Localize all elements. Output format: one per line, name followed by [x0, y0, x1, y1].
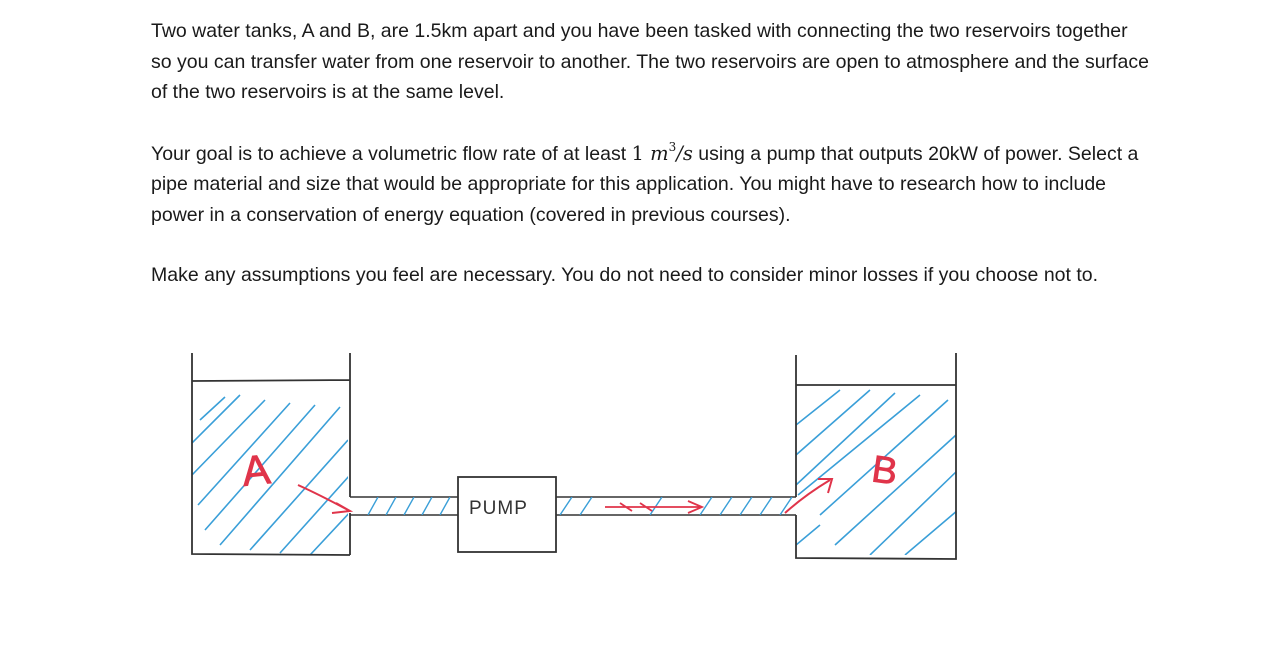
flow-rate-exponent: 3 [668, 139, 677, 154]
flow-rate-expression [631, 139, 693, 165]
tank-b-label: B [869, 448, 901, 494]
reservoir-pump-diagram [180, 345, 970, 575]
flow-rate-unit-m: m [650, 141, 669, 165]
pipe-a-to-pump [350, 497, 458, 515]
goal-text-start: Your goal is to achieve a volumetric flow rate of at least [151, 142, 632, 165]
pipe-flow-arrow [605, 501, 702, 513]
tank-a-water-hatch [190, 395, 352, 555]
paragraph-goal [151, 139, 1151, 231]
tank-a-outflow-arrow [298, 485, 350, 513]
flow-rate-number: 1 [631, 141, 651, 165]
paragraph-assumptions: Make any assumptions you feel are necessary. You do not need to consider minor losses if you choose not to. [151, 264, 1099, 286]
tank-a-label: A [239, 445, 273, 495]
problem-text [151, 16, 1151, 291]
flow-rate-unit-per-s: /s [676, 141, 693, 165]
tank-b-inflow-arrow [785, 479, 832, 513]
tank-a [190, 353, 352, 555]
pump-label: PUMP [469, 498, 528, 519]
pipe-pump-to-b [556, 497, 796, 515]
tank-b [785, 353, 958, 559]
goal-text-end: using a pump that outputs 20kW of power. Select a pipe material and size that would be appropriate for this application. You might have to research how to include power in a conservation of energy equation (covered in previous courses). [151, 142, 1139, 226]
paragraph-problem-setup: Two water tanks, A and B, are 1.5km apart and you have been tasked with connecting the two reservoirs together so you can transfer water from one reservoir to another. The two reservoirs are open to atmosphere and the surface of the two reservoirs is at the same level. [151, 20, 1149, 103]
pump [458, 477, 556, 552]
